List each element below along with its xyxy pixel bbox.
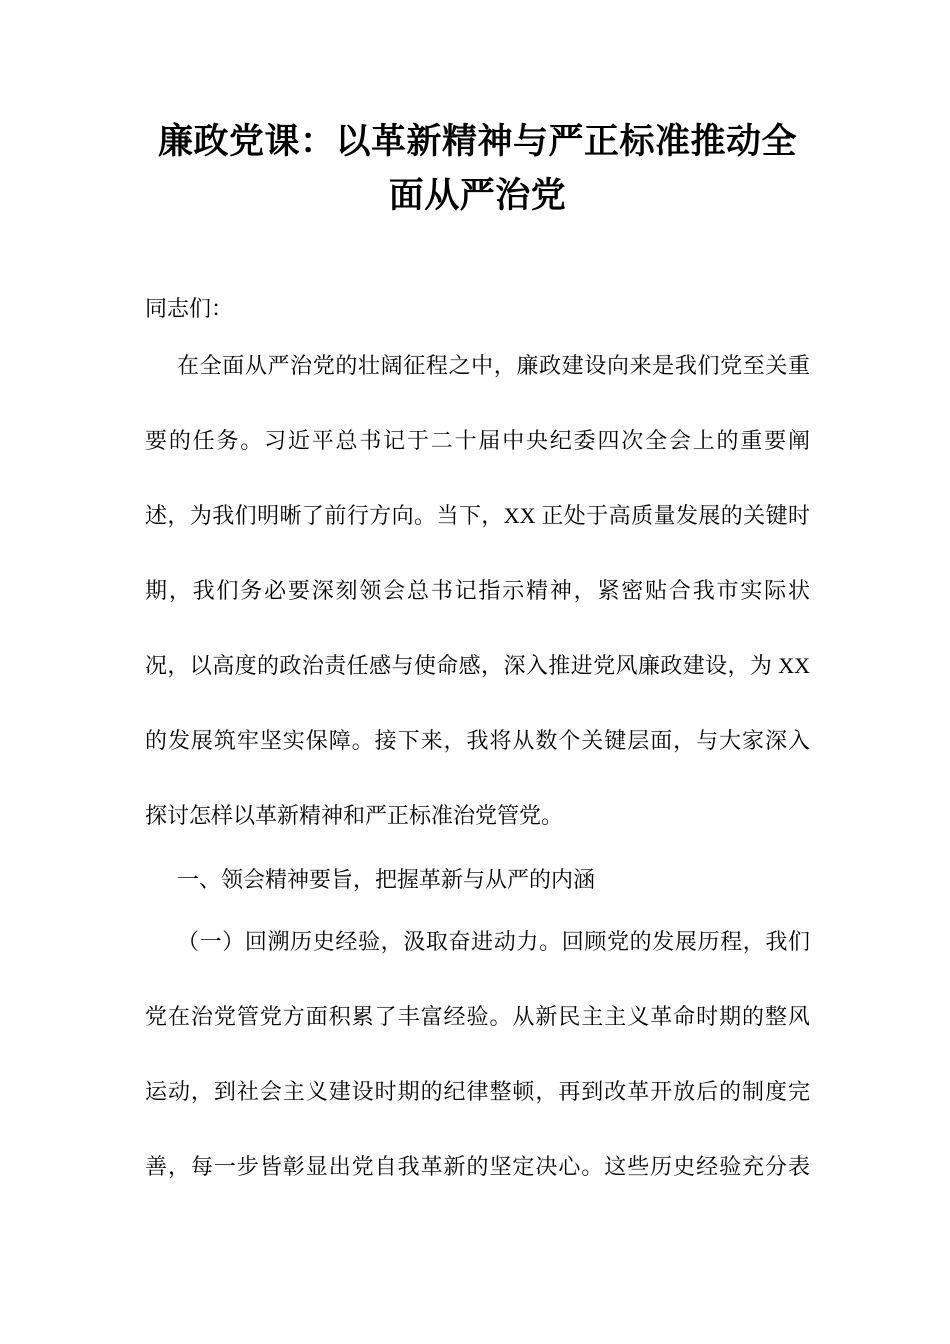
salutation: 同志们： bbox=[145, 296, 234, 321]
text-line: 的发展筑牢坚实保障。接下来，我将从数个关键层面，与大家深入 bbox=[145, 728, 810, 753]
text-line: 述，为我们明晰了前行方向。当下，XX 正处于高质量发展的关键时 bbox=[145, 503, 810, 528]
text-line: 运动，到社会主义建设时期的纪律整顿，再到改革开放后的制度完 bbox=[145, 1079, 810, 1104]
text-line: （一）回溯历史经验，汲取奋进动力。回顾党的发展历程，我们 bbox=[177, 929, 810, 954]
text-line: 党在治党管党方面积累了丰富经验。从新民主主义革命时期的整风 bbox=[145, 1004, 810, 1029]
text-line: 况，以高度的政治责任感与使命感，深入推进党风廉政建设，为 XX bbox=[145, 653, 810, 678]
text-line: 在全面从严治党的壮阔征程之中，廉政建设向来是我们党至关重 bbox=[177, 353, 810, 378]
paragraph-intro bbox=[145, 328, 810, 853]
text-line: 要的任务。习近平总书记于二十届中央纪委四次全会上的重要阐 bbox=[145, 428, 810, 453]
document-title-line-1: 廉政党课：以革新精神与严正标准推动全 bbox=[157, 122, 797, 161]
document-content bbox=[0, 115, 950, 1204]
text-line: 善，每一步皆彰显出党自我革新的坚定决心。这些历史经验充分表 bbox=[145, 1154, 810, 1179]
section-heading: 一、领会精神要旨，把握革新与从严的内涵 bbox=[177, 867, 596, 892]
document-title bbox=[145, 115, 810, 223]
text-line: 期，我们务必要深刻领会总书记指示精神，紧密贴合我市实际状 bbox=[145, 578, 810, 603]
document-title-line-2: 面从严治党 bbox=[388, 176, 567, 215]
paragraph-section-one bbox=[145, 904, 810, 1204]
text-line: 探讨怎样以革新精神和严正标准治党管党。 bbox=[145, 803, 564, 828]
